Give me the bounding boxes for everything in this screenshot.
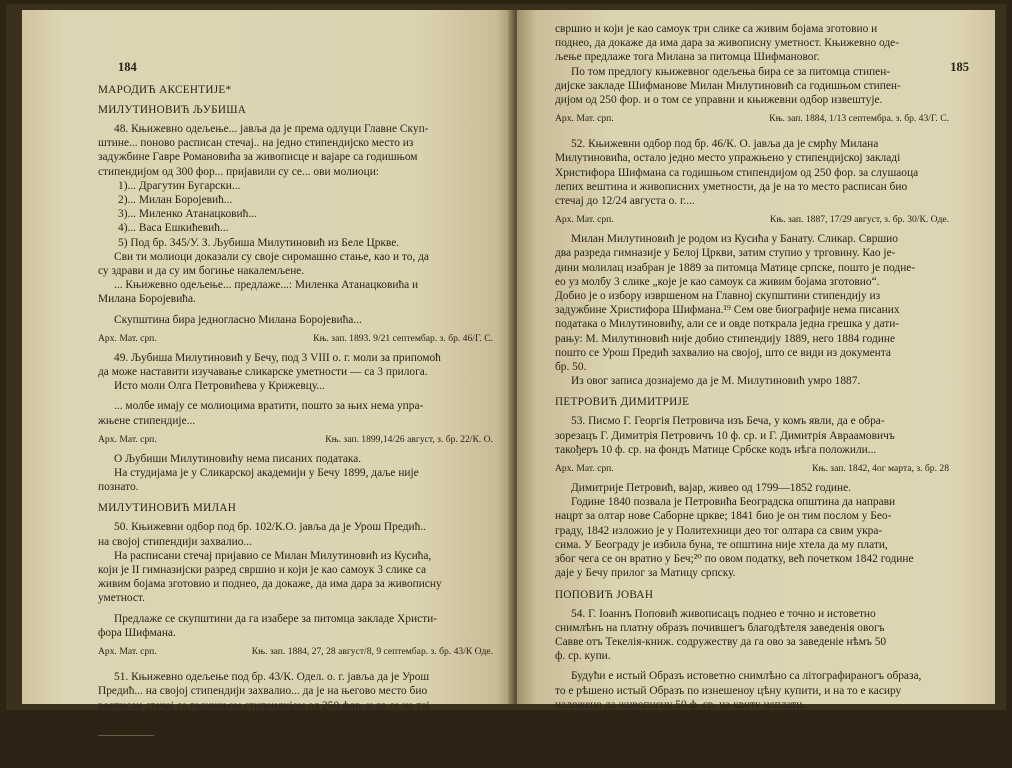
- reference-source: Арх. Мат. срп.: [555, 463, 614, 475]
- text-line: због чега се он вратио у Беч;²⁰ по овом податку, већ почетком 1842 године: [555, 553, 914, 566]
- archive-reference: [98, 433, 493, 446]
- section-heading-milutinovic-milan: МИЛУТИНОВИЋ МИЛАН: [98, 502, 237, 515]
- text-line: рању: М. Милутиновић није добио стипендију 1889, него 1884 године: [555, 332, 895, 345]
- archive-reference: [555, 112, 949, 125]
- text-line: дијом од 250 фор. и о том се управни и књижевни одбор извештује.: [555, 94, 883, 107]
- archive-reference: [555, 213, 949, 226]
- text-line: дини молилац изабран је 1889 за питомца Матице српске, пошто је подне-: [555, 261, 916, 274]
- reference-detail: Књ. зап. 1893. 9/21 септембар. з. бр. 46/Г. С.: [313, 332, 493, 344]
- text-line: дијске закладе Шифманове Милан Милутиновић са годишњом стипен-: [555, 79, 901, 92]
- text-line: Димитрије Петровић, вајар, живео од 1799—1852 године.: [571, 482, 852, 495]
- entry-51: [98, 670, 493, 727]
- text-line: живим бојама зготовио и поднео, да докаже, да има дара за живописну: [98, 578, 442, 591]
- text-line: 54. Г. Іоаннъ Поповић живописацъ поднео е точно и истоветно: [571, 607, 876, 620]
- footnote: [98, 744, 493, 768]
- text-line: расписан стечај са годишњом стипендијом од 250 фор. и да се на тај: [98, 699, 430, 712]
- text-line: даје у Бечу прилог за Матицу српску.: [555, 567, 736, 580]
- text-line: задужбине Гавре Романовића за живописце и вајаре са годишњом: [98, 151, 418, 164]
- section-heading-petrovic: ПЕТРОВИЋ ДИМИТРИЈЕ: [555, 396, 690, 409]
- text-line: 52. Књижевни одбор под бр. 46/К. О. јавља да је смрћу Милана: [571, 138, 879, 151]
- text-line: такођеръ 10 ф. ср. на фондъ Матице Србске кодъ нѣга положили...: [555, 443, 877, 456]
- text-line: љење предлаже тога Милана за питомца Шифмановог.: [555, 51, 820, 64]
- text-line: 48. Књижевно одељење... јавља да је према одлуци Главне Скуп-: [114, 123, 429, 135]
- text-line: Милана Боројевића.: [98, 293, 196, 306]
- text-line: познато.: [98, 481, 139, 494]
- reference-source: Арх. Мат. срп.: [98, 646, 157, 658]
- text-line: зорезацъ Г. Димитрія Петровичъ 10 ф. ср. и Г. Димитрія Авраамовичъ: [555, 429, 895, 442]
- text-line: сима. У Београду је избила буна, те општина није хтела да му плати,: [555, 538, 888, 551]
- text-line: стечај пријавио Милан Милутиновић из Кусића, који је II гимн. разред: [98, 713, 442, 726]
- text-line: нацрт за олтар нове Саборне цркве; 1841 био је он тим послом у Бео-: [555, 510, 892, 523]
- text-line: пошто се Урош Предић захвалио на својој, што се види из документа: [555, 346, 891, 359]
- text-line: да може наставити изучавање сликарске уметности — са 3 прилога.: [98, 366, 428, 379]
- left-page: [22, 10, 515, 767]
- section-heading-popovic: ПОПОВИЋ ЈОВАН: [555, 588, 654, 601]
- reference-detail: Књ. зап. 1847, 16 декембра, з. бр. 183: [796, 717, 949, 729]
- reference-detail: Књ. зап. 1899,14/26 август, з. бр. 22/К. О.: [325, 433, 493, 445]
- reference-source: Арх. Мат. срп.: [555, 214, 614, 226]
- list-item: 4)... Васа Ешкићевић...: [118, 222, 229, 235]
- page-number-left: 184: [118, 60, 137, 74]
- text-line: фора Шифмана.: [98, 626, 176, 639]
- applicant-list: [98, 179, 493, 236]
- list-item: 1)... Драгутин Бугарски...: [118, 179, 241, 192]
- list-item: 5) Под бр. 345/У. З. Љубиша Милутиновић из Беле Цркве.: [118, 236, 400, 249]
- book-spread: [6, 4, 1006, 767]
- archive-reference: [555, 462, 949, 475]
- text-line: ... молбе имају се молиоцима вратити, пошто за њих нема упра-: [114, 400, 424, 413]
- entry-52: [555, 137, 949, 388]
- text-line: Исто моли Олга Петровићева у Крижевцу...: [114, 380, 325, 393]
- text-line: који је II гимназијски разред свршио и који је као самоук 3 слике са: [98, 564, 427, 577]
- text-line: жњене стипендије...: [98, 414, 196, 427]
- text-line: Сви ти молиоци доказали су своје сиромашно стање, као и то, да: [114, 250, 429, 263]
- archive-reference: [98, 332, 493, 345]
- footnote-line: * Подаци који се односе на А. Мародића, а налазе се у Архиву Матице српске: [110, 743, 429, 755]
- text-line: два разреда гимназије у Белој Цркви, затим ступио у трговину. Као је-: [555, 247, 896, 260]
- text-line: задужбине Христифора Шифмана.¹⁹ Сем ове биографије нема писаних: [555, 304, 900, 317]
- text-line: уметност.: [98, 592, 145, 605]
- reference-source: Арх. Мат. срп.: [98, 433, 157, 445]
- text-line: Предић... на својој стипендији захвалио... да је на његово место био: [98, 685, 428, 698]
- text-line: поднео, да докаже да има дара за живописну уметност. Књижевно оде-: [555, 37, 900, 50]
- entry-51-continued: [555, 22, 949, 125]
- reference-source: Арх. Мат. срп.: [555, 113, 614, 125]
- list-item: 3)... Миленко Атанацковић...: [118, 208, 257, 221]
- text-line: стечај до 12/24 августа о. г....: [555, 195, 695, 208]
- text-line: су здрави и да су им богиње накалемљене.: [98, 265, 305, 278]
- footnote-line: биће објављени у монографији о овом сликару.: [98, 755, 291, 767]
- footnote-rule: [98, 735, 154, 736]
- text-line: На студијама је у Сликарској академији у Бечу 1899, даље није: [114, 467, 419, 480]
- section-heading-milutinovic-ljubisa: МИЛУТИНОВИЋ ЉУБИША: [98, 104, 247, 116]
- text-line: свршио и који је као самоук три слике са живим бојама зготовио и: [555, 23, 878, 35]
- page-number-right: 185: [950, 60, 969, 74]
- text-line: По том предлогу књижевног одељења бира се за питомца стипен-: [571, 65, 891, 78]
- text-line: података о Милутиновићу, али се и овде поткрала једна грешка у дати-: [555, 318, 900, 331]
- text-line: снимлѣнъ на платну образъ почившегъ благодѣтеля заведенія овогъ: [555, 621, 885, 634]
- text-line: на својој стипендији захвалио...: [98, 535, 252, 548]
- text-line: Године 1840 позвала је Петровића Београдска општина да направи: [571, 496, 896, 509]
- text-line: На расписани стечај пријавио се Милан Милутиновић из Кусића,: [114, 549, 432, 562]
- text-line: наложено да живописцу 50 ф. ср. на квиту исплати.: [555, 698, 806, 711]
- entry-49: [98, 351, 493, 495]
- text-line: ... Књижевно одељење... предлаже...: Миленка Атанацковића и: [114, 279, 419, 292]
- text-line: 49. Љубиша Милутиновић у Бечу, под 3 VIII о. г. моли за припомоћ: [114, 351, 441, 364]
- text-line: лепих вештина и живописних уметности, да је на то место расписан био: [555, 180, 908, 193]
- text-line: Из овог записа дознајемо да је М. Милутиновић умро 1887.: [571, 375, 861, 388]
- text-line: стипендијом од 300 фор... пријавили су се... ови молиоци:: [98, 165, 379, 178]
- entry-54: [555, 607, 949, 730]
- archive-reference: [555, 717, 949, 730]
- section-heading-marodic: МАРОДИЋ АКСЕНТИЈЕ*: [98, 84, 232, 96]
- right-page: [517, 10, 995, 729]
- text-line: Скупштина бира једногласно Милана Боројевића...: [114, 313, 362, 326]
- text-line: ео уз молбу 3 слике „које је као самоук са живим бојама зготовио“.: [555, 275, 880, 288]
- archive-reference: [98, 645, 493, 658]
- reference-detail: Књ. зап. 1884, 1/13 септембра. з. бр. 43/Г. С.: [769, 113, 949, 125]
- text-line: 53. Писмо Г. Георгія Петровича изъ Беча, у комъ явли, да е обра-: [571, 415, 885, 428]
- text-line: Милутиновића, остало једно место упражњено у стипендијској закладі: [555, 152, 901, 165]
- text-line: граду, 1842 изложио је у Политехници део тог олтара са свим укра-: [555, 524, 883, 537]
- text-line: Добио је о избору извршеном на Главној скупштини стипендију из: [555, 290, 881, 303]
- text-line: Милан Милутиновић је родом из Кусића у Банату. Сликар. Свршио: [571, 233, 898, 246]
- text-line: Савве отъ Текелія-книж. содружеству да га ово за заведеніе нѣмъ 50: [555, 635, 887, 648]
- text-line: Христифора Шифмана са годишњом стипендијом од 250 фор. за слушаоца: [555, 166, 919, 179]
- entry-53: [555, 414, 949, 580]
- text-line: Будући е истый Образъ истоветно снимлѣно са літографираногъ образа,: [571, 670, 922, 683]
- text-line: ф. ср. купи.: [555, 650, 611, 663]
- text-line: то е рѣшено истый Образъ по изнешеноу цѣну купити, и на то е касиру: [555, 684, 902, 697]
- reference-detail: Књ. зап. 1842, 4ог марта, з. бр. 28: [812, 463, 949, 475]
- reference-detail: Књ. зап. 1884, 27, 28 август/8, 9 септембар. з. бр. 43/К Оде.: [251, 646, 493, 658]
- text-line: 51. Књижевно одељење под бр. 43/К. Одел. о. г. јавља да је Урош: [114, 671, 430, 684]
- text-line: О Љубиши Милутиновићу нема писаних података.: [114, 452, 362, 465]
- entry-48: [98, 122, 493, 345]
- list-item: 2)... Милан Боројевић...: [118, 194, 233, 207]
- entry-50: [98, 520, 493, 658]
- text-line: 50. Књижевни одбор под бр. 102/К.О. јавља да је Урош Предић..: [114, 521, 427, 534]
- reference-source: Арх. Мат. срп.: [98, 332, 157, 344]
- reference-source: Арх. Мат. срп.: [555, 717, 614, 729]
- text-line: штине... поново расписан стечај.. на једно стипендијско место из: [98, 137, 414, 150]
- text-line: Предлаже се скупштини да га изабере за питомца закладе Христи-: [114, 612, 437, 625]
- reference-detail: Књ. зап. 1887, 17/29 август, з. бр. 30/К. Оде.: [769, 214, 949, 226]
- text-line: бр. 50.: [555, 361, 587, 374]
